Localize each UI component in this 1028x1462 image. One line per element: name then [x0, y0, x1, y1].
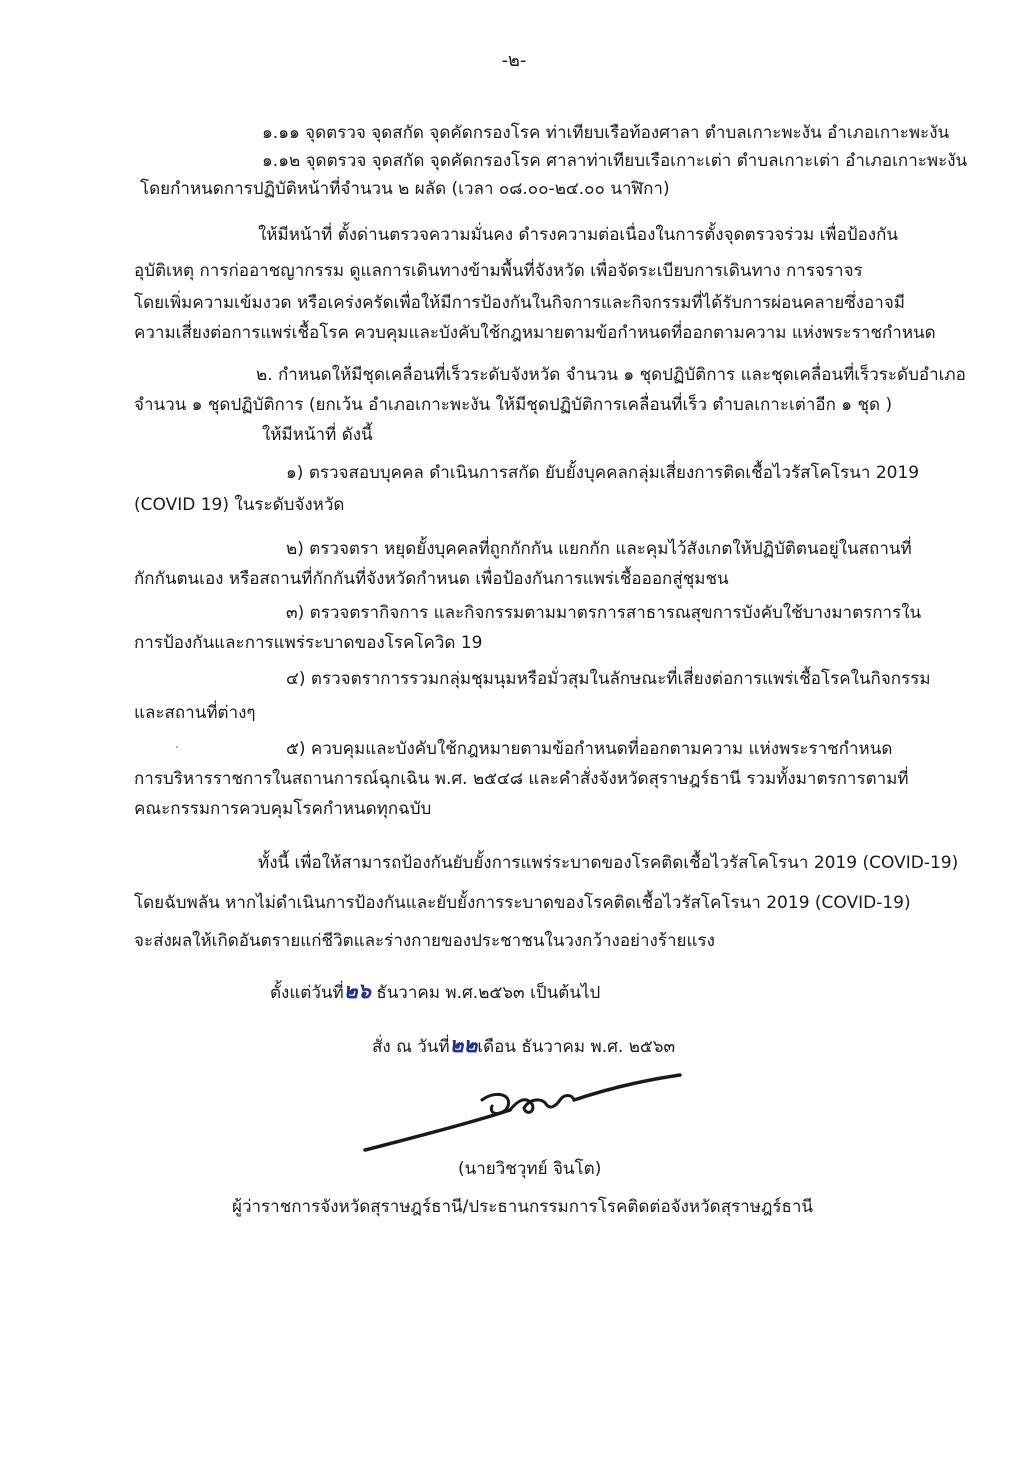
closing-line-2: โดยฉับพลัน หากไม่ดำเนินการป้องกันและยับยั้งการระบาดของโรคติดเชื้อไวรัสโคโรนา 2019 (COVID-19)	[134, 893, 911, 913]
section-2-line-1: ๒. กำหนดให้มีชุดเคลื่อนที่เร็วระดับจังหวัด จำนวน ๑ ชุดปฏิบัติการ และชุดเคลื่อนที่เร็วระดับอำเภอ	[256, 365, 966, 385]
checkpoint-item-1-11: ๑.๑๑ จุดตรวจ จุดสกัด จุดคัดกรองโรค ท่าเทียบเรือท้องศาลา ตำบลเกาะพะงัน อำเภอเกาะพะงัน	[262, 123, 950, 143]
signer-name: (นายวิชวุทย์ จินโต)	[458, 1159, 602, 1179]
shift-schedule-line: โดยกำหนดการปฏิบัติหน้าที่จำนวน ๒ ผลัด (เวลา ๐๘.๐๐-๒๔.๐๐ นาฬิกา)	[140, 179, 670, 199]
page-number: -๒-	[501, 50, 527, 71]
section-2-line-2: จำนวน ๑ ชุดปฏิบัติการ (ยกเว้น อำเภอเกาะพะงัน ให้มีชุดปฏิบัติการเคลื่อนที่เร็ว ตำบลเกาะเต่าอีก ๑ ชุด )	[134, 395, 893, 415]
duty-paragraph-line-3: โดยเพิ่มความเข้มงวด หรือเคร่งครัดเพื่อให้มีการป้องกันในกิจการและกิจกรรมที่ได้รับการผ่อนคลายซึ่งอาจมี	[134, 293, 905, 313]
closing-line-3: จะส่งผลให้เกิดอันตรายแก่ชีวิตและร่างกายของประชาชนในวงกว้างอย่างร้ายแรง	[134, 931, 715, 951]
duty-3-line-1: ๓) ตรวจตรากิจการ และกิจกรรมตามมาตรการสาธารณสุขการบังคับใช้บางมาตรการใน	[286, 603, 922, 623]
duty-paragraph-line-1: ให้มีหน้าที่ ตั้งด่านตรวจความมั่นคง ดำรงความต่อเนื่องในการตั้งจุดตรวจร่วม เพื่อป้องกัน	[258, 225, 899, 245]
effective-day-handwritten: ๒๖	[343, 979, 371, 1003]
duty-paragraph-line-4: ความเสี่ยงต่อการแพร่เชื้อโรค ควบคุมและบังคับใช้กฎหมายตามข้อกำหนดที่ออกตามความ แห่งพระราชกำหนด	[134, 323, 936, 343]
order-day-handwritten: ๒๒	[449, 1033, 478, 1057]
duty-1-line-2: (COVID 19) ในระดับจังหวัด	[134, 495, 345, 515]
signature-image	[360, 1070, 690, 1160]
order-date-prefix: สั่ง ณ วันที่	[372, 1037, 450, 1057]
order-date-suffix: เดือน ธันวาคม พ.ศ. ๒๕๖๓	[477, 1037, 676, 1057]
duty-paragraph-line-2: อุบัติเหตุ การก่ออาชญากรรม ดูแลการเดินทางข้ามพื้นที่จังหวัด เพื่อจัดระเบียบการเดินทาง การจราจร	[134, 261, 863, 281]
scan-dot-mark	[176, 746, 178, 748]
effective-date-suffix: ธันวาคม พ.ศ.๒๕๖๓ เป็นต้นไป	[376, 983, 601, 1003]
order-date-line	[372, 1034, 675, 1058]
duty-1-line-1: ๑) ตรวจสอบบุคคล ดำเนินการสกัด ยับยั้งบุคคลกลุ่มเสี่ยงการติดเชื้อไวรัสโคโรนา 2019	[286, 463, 920, 483]
duty-5-line-3: คณะกรรมการควบคุมโรคกำหนดทุกฉบับ	[134, 799, 432, 819]
duty-5-line-1: ๕) ควบคุมและบังคับใช้กฎหมายตามข้อกำหนดที่ออกตามความ แห่งพระราชกำหนด	[286, 739, 893, 759]
effective-date-prefix: ตั้งแต่วันที่	[270, 983, 344, 1003]
duty-4-line-2: และสถานที่ต่างๆ	[134, 703, 256, 723]
duty-5-line-2: การบริหารราชการในสถานการณ์ฉุกเฉิน พ.ศ. ๒๕๔๘ และคำสั่งจังหวัดสุราษฎร์ธานี รวมทั้งมาตรการตามที่	[134, 769, 909, 789]
duty-2-line-2: กักกันตนเอง หรือสถานที่กักกันที่จังหวัดกำหนด เพื่อป้องกันการแพร่เชื้อออกสู่ชุมชน	[134, 569, 729, 589]
duty-4-line-1: ๔) ตรวจตราการรวมกลุ่มชุมนุมหรือมั่วสุมในลักษณะที่เสี่ยงต่อการแพร่เชื้อโรคในกิจกรรม	[286, 669, 931, 689]
duty-3-line-2: การป้องกันและการแพร่ระบาดของโรคโควิด 19	[134, 633, 483, 653]
closing-line-1: ทั้งนี้ เพื่อให้สามารถป้องกันยับยั้งการแพร่ระบาดของโรคติดเชื้อไวรัสโคโรนา 2019 (COVID-19)	[258, 853, 959, 873]
effective-date-line	[270, 980, 600, 1004]
checkpoint-item-1-12: ๑.๑๒ จุดตรวจ จุดสกัด จุดคัดกรองโรค ศาลาท่าเทียบเรือเกาะเต่า ตำบลเกาะเต่า อำเภอเกาะพะงัน	[262, 151, 968, 171]
duty-2-line-1: ๒) ตรวจตรา หยุดยั้งบุคคลที่ถูกกักกัน แยกกัก และคุมไว้สังเกตให้ปฏิบัติตนอยู่ในสถานที่	[286, 539, 912, 559]
signer-title: ผู้ว่าราชการจังหวัดสุราษฎร์ธานี/ประธานกรรมการโรคติดต่อจังหวัดสุราษฎร์ธานี	[232, 1197, 814, 1217]
section-2-duties-heading: ให้มีหน้าที่ ดังนี้	[262, 425, 373, 445]
